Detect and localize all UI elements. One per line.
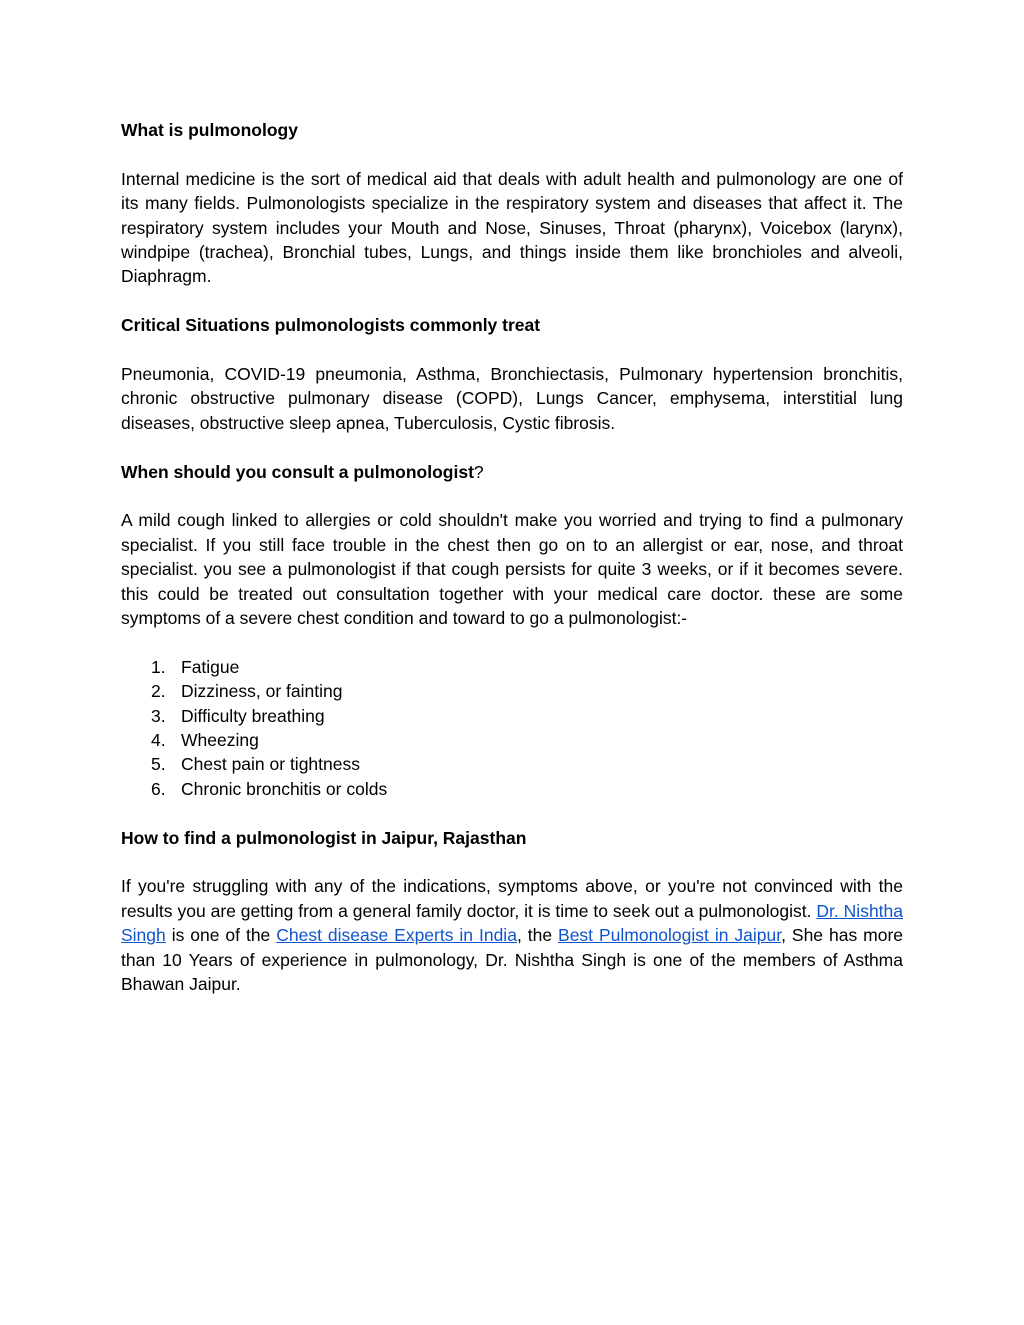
- list-item-number: 1.: [151, 656, 166, 677]
- document-page: [121, 118, 903, 1021]
- text-segment: If you're struggling with any of the indications, symptoms above, or you're not convinced with the results you are getting from a general family doctor, it is time to seek out a pulmonologist.: [121, 876, 903, 921]
- link-dr-nishtha-singh[interactable]: Dr. Nishtha Singh: [121, 900, 904, 946]
- symptoms-list: [121, 655, 903, 801]
- heading-text: When should you consult a pulmonologist: [121, 461, 474, 482]
- section-heading-critical-situations: Critical Situations pulmonologists commonly treat: [121, 315, 541, 336]
- list-item: [121, 777, 903, 801]
- list-item-text: Chest pain or tightness: [181, 754, 360, 775]
- list-item: [121, 728, 903, 752]
- list-item-number: 5.: [151, 754, 166, 775]
- list-item: [121, 704, 903, 728]
- list-item-number: 4.: [151, 730, 166, 751]
- text-segment: , the: [516, 925, 559, 946]
- list-item: [121, 752, 903, 776]
- section-heading-what-is-pulmonology: What is pulmonology: [121, 120, 298, 140]
- text-segment: is one of the: [165, 925, 277, 946]
- link-chest-disease-experts[interactable]: Chest disease Experts in India: [276, 925, 517, 946]
- paragraph-what-is-pulmonology: Internal medicine is the sort of medical aid that deals with adult health and pulmonology are one of its many fields. Pulmonologists specialize in the respiratory system and diseases that affect it. The respiratory system includes your Mouth and Nose, Sinuses, Throat (pharynx), Voicebox (larynx), windpipe (trachea), Bronchial tubes, Lungs, and things inside them like bronchioles and alveoli, Diaphragm.: [121, 168, 903, 287]
- section-heading-when-to-consult: [121, 460, 903, 484]
- section-heading-find-pulmonologist: How to find a pulmonologist in Jaipur, Rajasthan: [121, 827, 527, 848]
- paragraph-when-to-consult: A mild cough linked to allergies or cold shouldn't make you worried and trying to find a pulmonary specialist. If you still face trouble in the chest then go on to an allergist or ear, nose, and throat specialist. you see a pulmonologist if that cough persists for quite 3 weeks, or if it becomes severe. this could be treated out consultation together with your medical care doctor. these are some symptoms of a severe chest condition and toward to go a pulmonologist:-: [121, 510, 903, 629]
- list-item-text: Chronic bronchitis or colds: [181, 778, 388, 799]
- list-item-number: 2.: [151, 681, 166, 702]
- list-item-text: Dizziness, or fainting: [181, 681, 343, 702]
- list-item-number: 6.: [151, 778, 166, 799]
- list-item-number: 3.: [151, 705, 166, 726]
- list-item-text: Fatigue: [181, 656, 240, 677]
- list-item-text: Wheezing: [181, 730, 259, 751]
- paragraph-critical-situations: Pneumonia, COVID-19 pneumonia, Asthma, Bronchiectasis, Pulmonary hypertension bronchitis, chronic obstructive pulmonary disease (COPD), Lungs Cancer, emphysema, interstitial lung diseases, obstructive sleep apnea, Tuberculosis, Cystic fibrosis.: [121, 364, 903, 433]
- list-item: [121, 679, 903, 703]
- list-item: [121, 655, 903, 679]
- link-best-pulmonologist-jaipur[interactable]: Best Pulmonologist in Jaipur: [558, 925, 782, 946]
- paragraph-find-pulmonologist: [121, 874, 903, 996]
- text-segment: , She has more than 10 Years of experience in pulmonology, Dr. Nishtha Singh is one of the members of Asthma Bhawan Jaipur.: [121, 925, 903, 995]
- heading-question-mark: ?: [473, 461, 484, 482]
- list-item-text: Difficulty breathing: [181, 705, 325, 726]
